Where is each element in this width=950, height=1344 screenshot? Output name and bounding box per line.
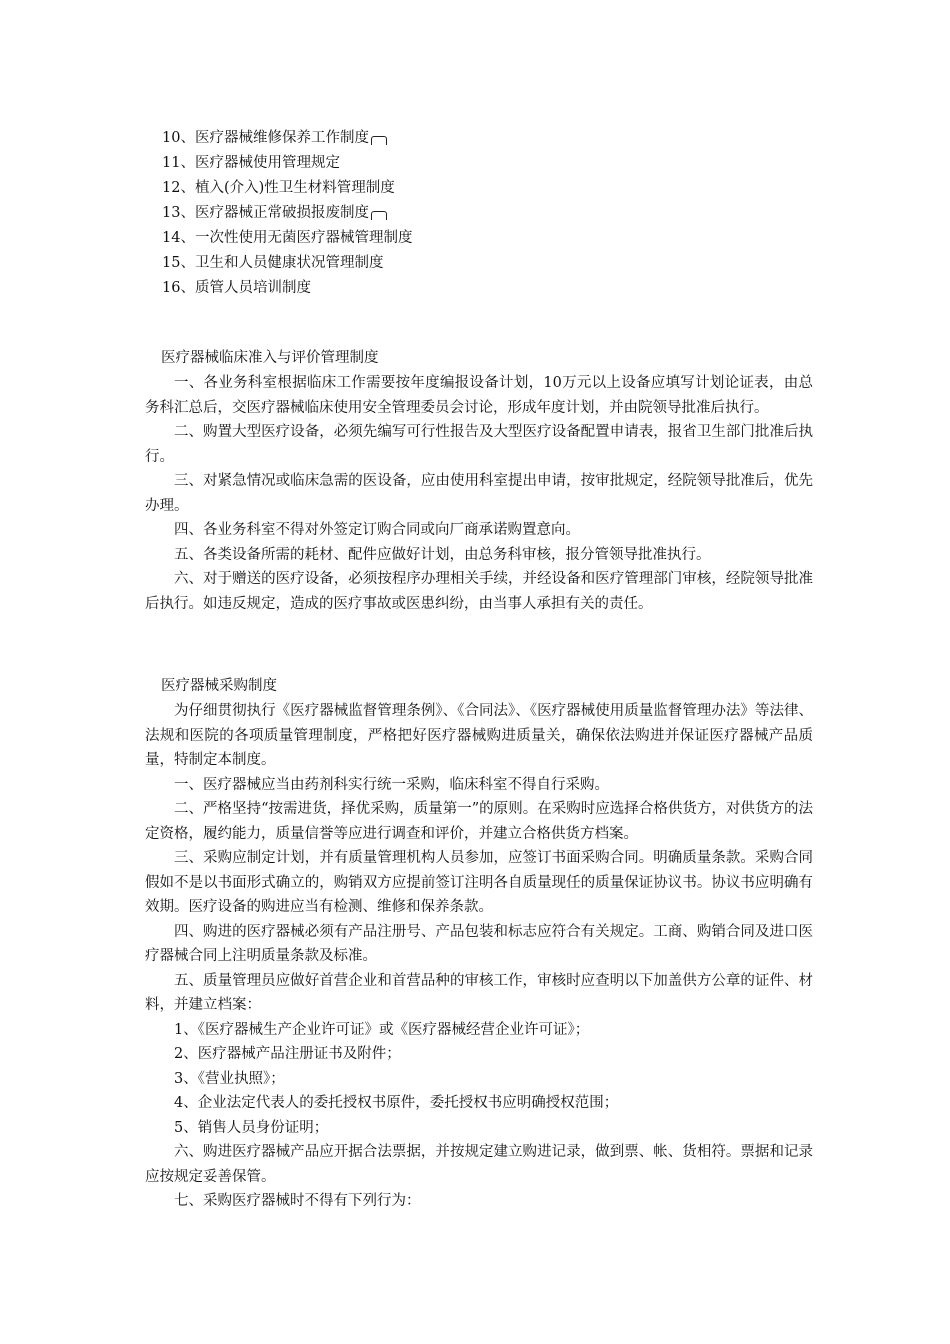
paragraph: 三、采购应制定计划，并有质量管理机构人员参加，应签订书面采购合同。明确质量条款。采购合同假如不是以书面形式确立的，购销双方应提前签订注明各自质量现任的质量保证协议书。协议书应明确有效期。医疗设备的购进应当有检测、维修和保养条款。 (145, 850, 813, 915)
list-item: 13、医疗器械正常破损报废制度 (162, 201, 802, 226)
paragraph: 3、《营业执照》； (174, 1070, 285, 1087)
revision-mark-icon (371, 136, 387, 145)
paragraph: 二、购置大型医疗设备，必须先编写可行性报告及大型医疗设备配置申请表，报省卫生部门批准后执行。 (145, 424, 813, 465)
list-item: 14、一次性使用无菌医疗器械管理制度 (162, 230, 413, 246)
paragraph: 一、医疗器械应当由药剂科实行统一采购，临床科室不得自行采购。 (174, 776, 609, 793)
section-procurement (145, 674, 813, 1214)
section-title: 医疗器械临床准入与评价管理制度 (161, 350, 379, 366)
paragraph: 五、各类设备所需的耗材、配件应做好计划，由总务科审核，报分管领导批准执行。 (174, 546, 711, 563)
paragraph: 四、各业务科室不得对外签定订购合同或向厂商承诺购置意向。 (174, 522, 580, 538)
paragraph: 三、对紧急情况或临床急需的医设备，应由使用科室提出申请，按审批规定，经院领导批准后，优先办理。 (145, 473, 813, 514)
paragraph: 五、质量管理员应做好首营企业和首营品种的审核工作，审核时应查明以下加盖供方公章的证件、材料，并建立档案： (145, 972, 813, 1013)
section-clinical-access (145, 346, 813, 616)
paragraph: 为仔细贯彻执行《医疗器械监督管理条例》、《合同法》、《医疗器械使用质量监督管理办法》等法律、法规和医院的各项质量管理制度，严格把好医疗器械购进质量关，确保依法购进并保证医疗器械产品质量，特制定本制度。 (145, 703, 813, 768)
paragraph: 4、企业法定代表人的委托授权书原件，委托授权书应明确授权范围； (174, 1095, 619, 1111)
paragraph: 二、严格坚持“按需进货，择优采购，质量第一”的原则。在采购时应选择合格供货方，对供货方的法定资格，履约能力，质量信誉等应进行调查和评价，并建立合格供货方档案。 (145, 801, 813, 842)
paragraph: 2、医疗器械产品注册证书及附件； (174, 1046, 401, 1062)
list-item: 16、质管人员培训制度 (162, 280, 311, 296)
paragraph: 四、购进的医疗器械必须有产品注册号、产品包装和标志应符合有关规定。工商、购销合同及进口医疗器械合同上注明质量条款及标准。 (145, 923, 813, 964)
paragraph: 5、销售人员身份证明； (174, 1119, 329, 1136)
paragraph: 1、《医疗器械生产企业许可证》或《医疗器械经营企业许可证》； (174, 1021, 590, 1038)
paragraph: 一、各业务科室根据临床工作需要按年度编报设备计划，10万元以上设备应填写计划论证表，由总务科汇总后，交医疗器械临床使用安全管理委员会讨论，形成年度计划，并由院领导批准后执行。 (145, 375, 813, 416)
paragraph: 六、购进医疗器械产品应开据合法票据，并按规定建立购进记录，做到票、帐、货相符。票据和记录应按规定妥善保管。 (145, 1144, 813, 1185)
regulation-list (162, 126, 802, 301)
section-title: 医疗器械采购制度 (161, 678, 277, 694)
paragraph: 六、对于赠送的医疗设备，必须按程序办理相关手续，并经设备和医疗管理部门审核，经院领导批准后执行。如违反规定，造成的医疗事故或医患纠纷，由当事人承担有关的责任。 (145, 571, 813, 612)
paragraph: 七、采购医疗器械时不得有下列行为： (174, 1193, 421, 1209)
list-item: 12、植入(介入)性卫生材料管理制度 (162, 180, 395, 196)
revision-mark-icon (371, 211, 387, 220)
list-item: 11、医疗器械使用管理规定 (162, 155, 340, 171)
list-item: 10、医疗器械维修保养工作制度 (162, 126, 802, 151)
list-item: 15、卫生和人员健康状况管理制度 (162, 255, 384, 271)
